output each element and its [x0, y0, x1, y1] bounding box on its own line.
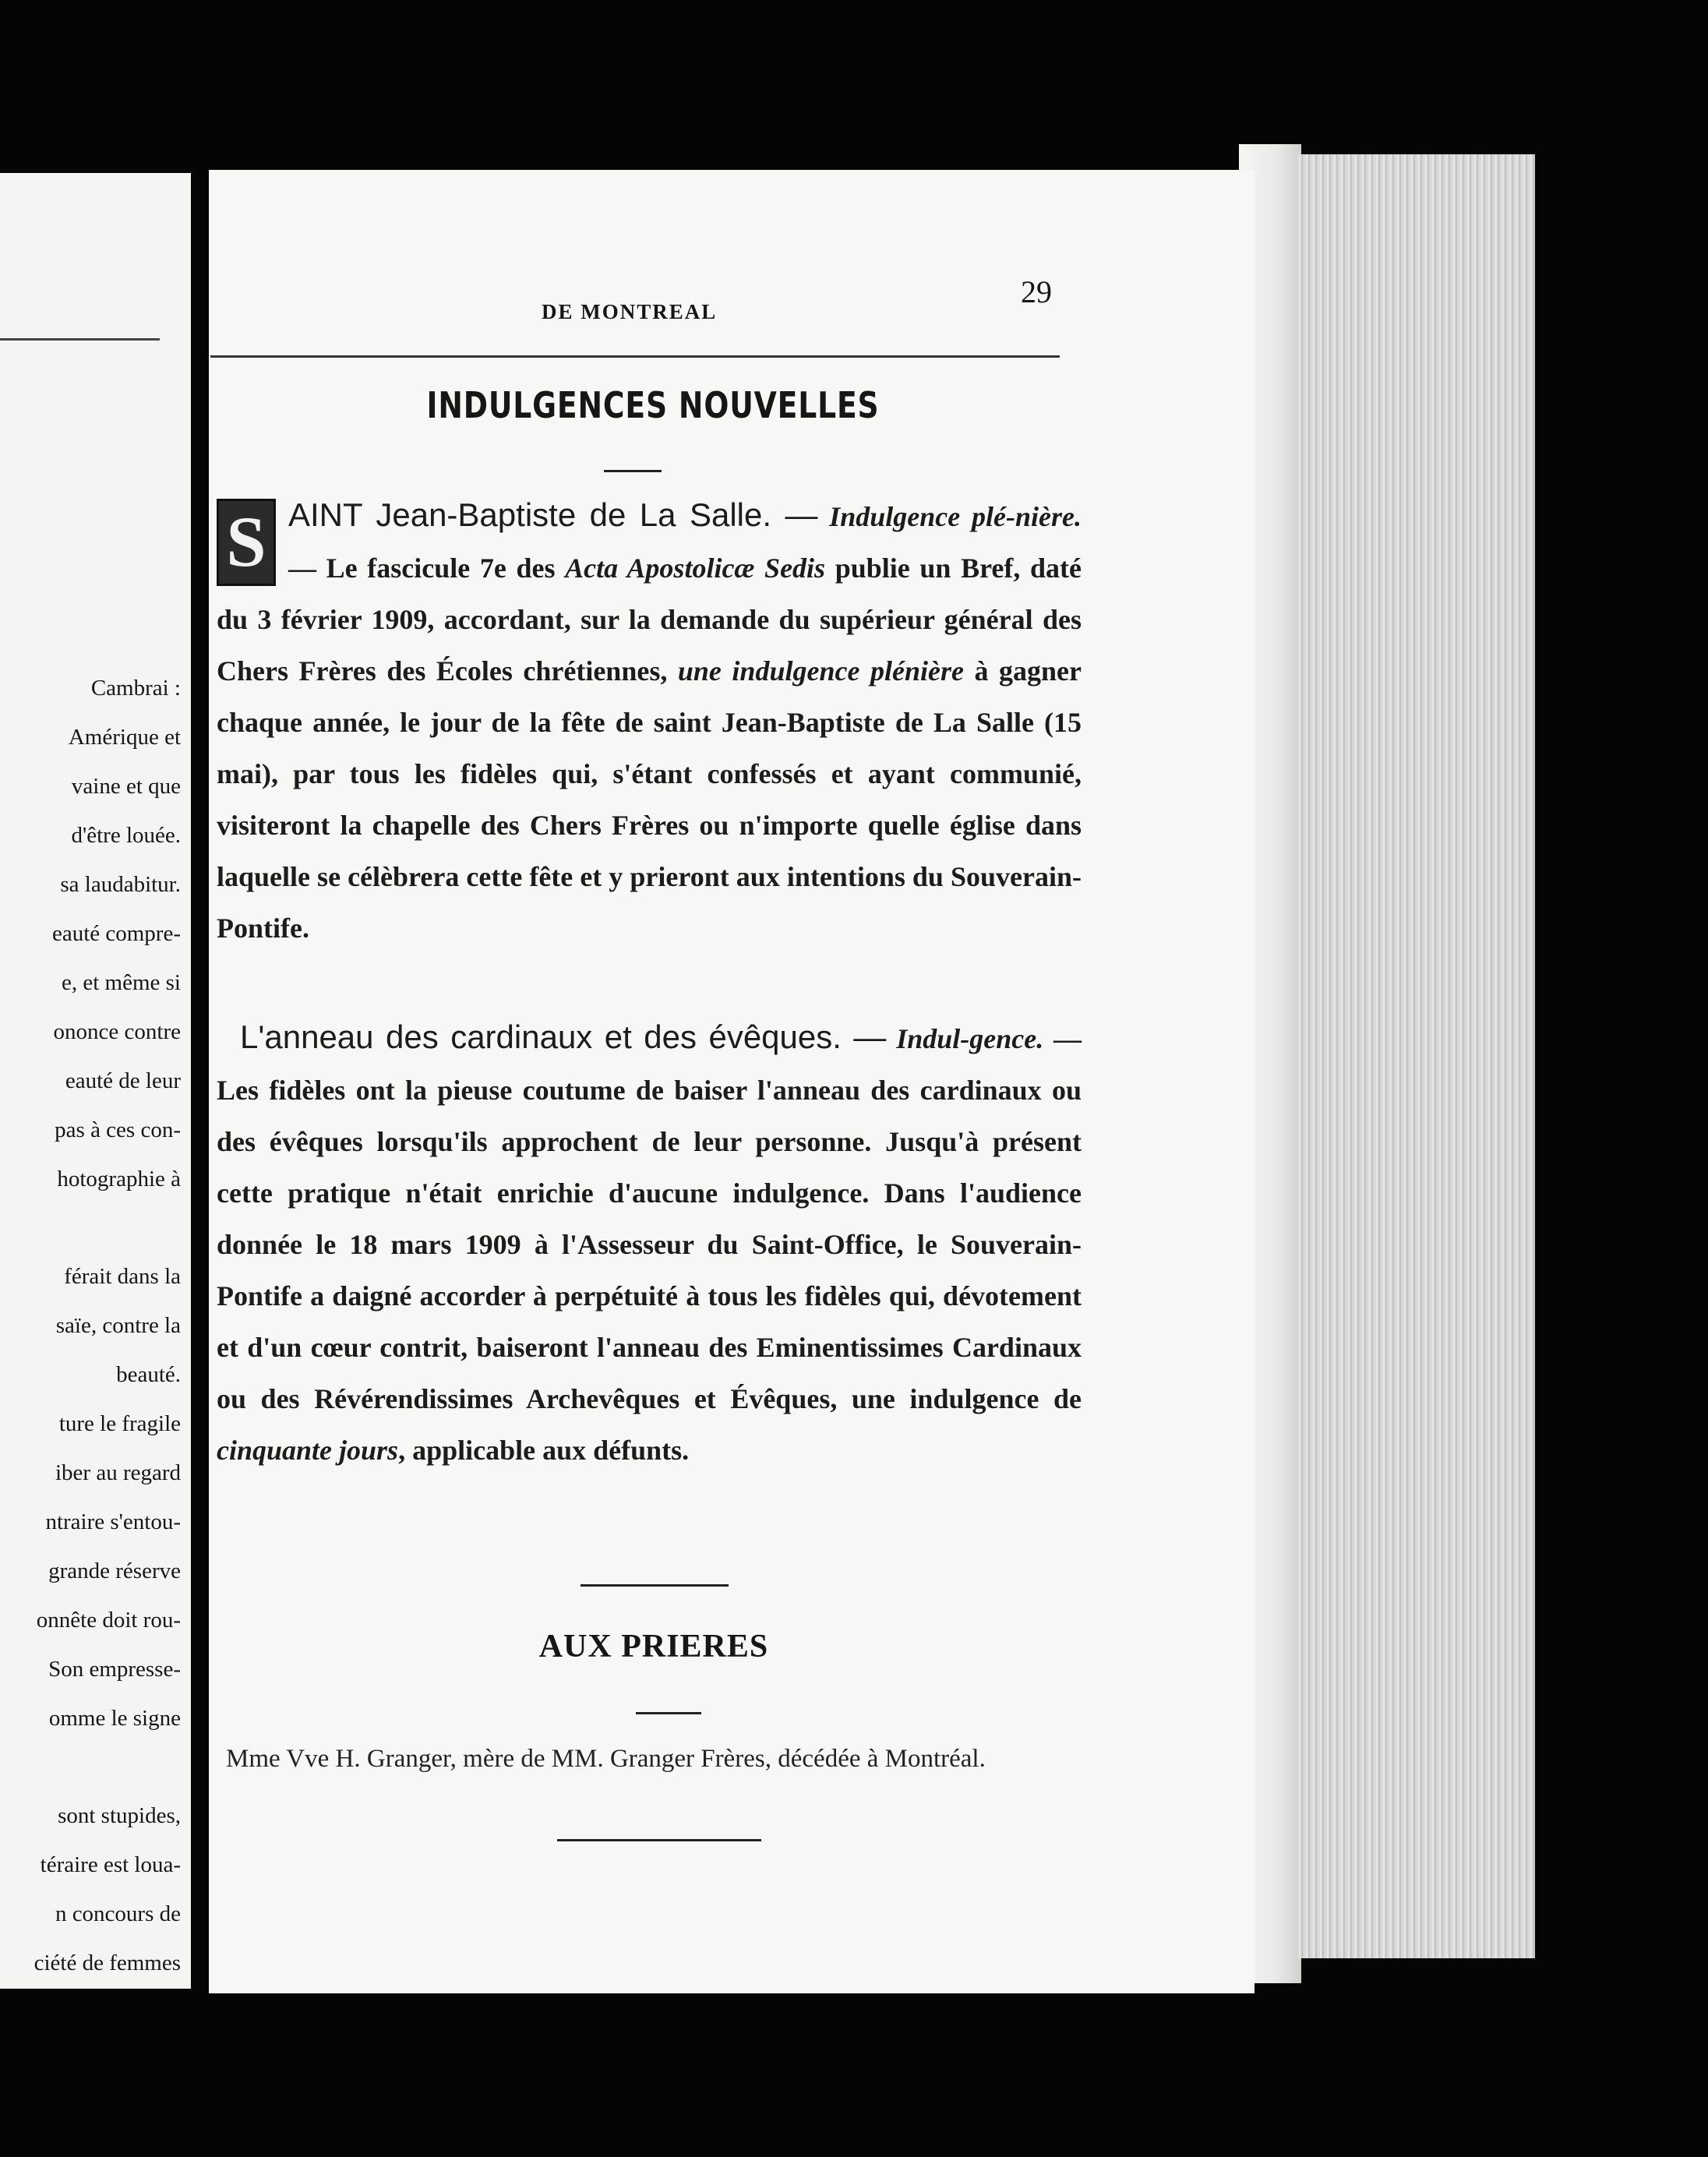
page-stack-edges — [1297, 154, 1535, 1958]
article-lead: L'anneau des cardinaux et des évêques. — — [240, 1018, 887, 1055]
article-paragraph — [217, 489, 1082, 954]
left-page-header-rule — [0, 338, 160, 341]
heading-rule — [604, 470, 662, 472]
left-line: eauté de leur — [65, 1068, 181, 1093]
article-text: à gagner chaque année, le jour de la fête de saint Jean-Baptiste de La Salle (15 mai), par tous les fidèles qui, s'étant confessés et ayant communié, visiteront la chapelle des Chers Frères ou n'importe quelle église dans laquelle se célèbrera cette fête et y prieront aux intentions du Souverain-Pontife. — [217, 655, 1082, 944]
article-text: publie un Bref, daté du 3 février 1909, accordant, sur la demande du supérieur général des Chers Frères des Écoles chrétiennes, — [217, 552, 1082, 687]
left-line: hotographie à — [57, 1167, 181, 1191]
article-lead: AINT Jean-Baptiste de La Salle. — — [288, 496, 818, 533]
left-line: beauté. — [116, 1362, 181, 1387]
article-italic: Acta Apostolicæ Sedis — [565, 552, 826, 584]
left-line: pas à ces con- — [55, 1117, 181, 1142]
left-line: n concours de — [55, 1901, 181, 1926]
left-line: férait dans la — [64, 1264, 181, 1289]
left-line: Amérique et — [68, 725, 181, 750]
left-line: d'être louée. — [71, 823, 181, 848]
left-line: omme le signe — [48, 1706, 181, 1731]
left-line: ntraire s'entou- — [45, 1509, 181, 1534]
left-line: ciété de femmes — [34, 1950, 181, 1975]
drop-cap: S — [217, 499, 276, 586]
left-line: sa laudabitur. — [60, 872, 181, 897]
obituary-notice: Mme Vve H. Granger, mère de MM. Granger Frères, décédée à Montréal. — [226, 1745, 986, 1773]
left-line: Cambrai : — [90, 676, 181, 701]
left-line: ture le fragile — [58, 1411, 181, 1436]
left-line: téraire est loua- — [40, 1852, 181, 1877]
left-page-text — [0, 664, 181, 1988]
article-paragraph — [217, 1011, 1082, 1476]
left-line: Son empresse- — [48, 1657, 181, 1682]
left-line: vaine et que — [71, 774, 181, 799]
article-lead-italic: Indulgence plé-nière. — [817, 501, 1082, 532]
left-line: grande réserve — [48, 1559, 181, 1583]
page-number: 29 — [1021, 274, 1052, 309]
article-text: , applicable aux défunts. — [398, 1435, 690, 1466]
book-gutter — [191, 173, 208, 1989]
left-line: e, et même si — [61, 970, 181, 995]
left-line: sont stupides, — [58, 1803, 181, 1828]
header-rule — [210, 355, 1060, 358]
section-divider — [557, 1839, 761, 1841]
article-italic: une indulgence plénière — [677, 655, 964, 687]
article-italic: cinquante jours — [217, 1435, 399, 1466]
left-page-fragment — [0, 173, 191, 1989]
article-text: — Les fidèles ont la pieuse coutume de baiser l'anneau des cardinaux ou des évêques lorsqu'ils approchent de leur personne. Jusqu'à présent cette pratique n'était enrichie d'aucune indulgence. Dans l'audience donnée le 18 mars 1909 à l'Assesseur du Saint-Office, le Souverain-Pontife a daigné accorder à perpétuité à tous les fidèles qui, dévotement et d'un cœur contrit, baiseront l'anneau des Eminentissimes Cardinaux ou des Révérendissimes Archevêques et Évêques, une indulgence de — [217, 1023, 1082, 1414]
running-header: DE MONTREAL — [542, 300, 718, 323]
section-heading: AUX PRIERES — [538, 1629, 769, 1665]
heading-rule — [636, 1712, 701, 1714]
section-heading: INDULGENCES NOUVELLES — [426, 384, 880, 426]
article-text: — Le fascicule 7e des — [288, 552, 566, 584]
section-divider — [581, 1584, 729, 1587]
left-line: iber au regard — [55, 1460, 181, 1485]
article-lead-italic: Indul-gence. — [886, 1023, 1044, 1054]
left-line: eauté compre- — [51, 921, 181, 946]
left-line: saïe, contre la — [55, 1313, 181, 1338]
left-line: onnête doit rou- — [36, 1608, 181, 1633]
left-line: ononce contre — [53, 1019, 181, 1044]
book-page — [209, 170, 1255, 1993]
